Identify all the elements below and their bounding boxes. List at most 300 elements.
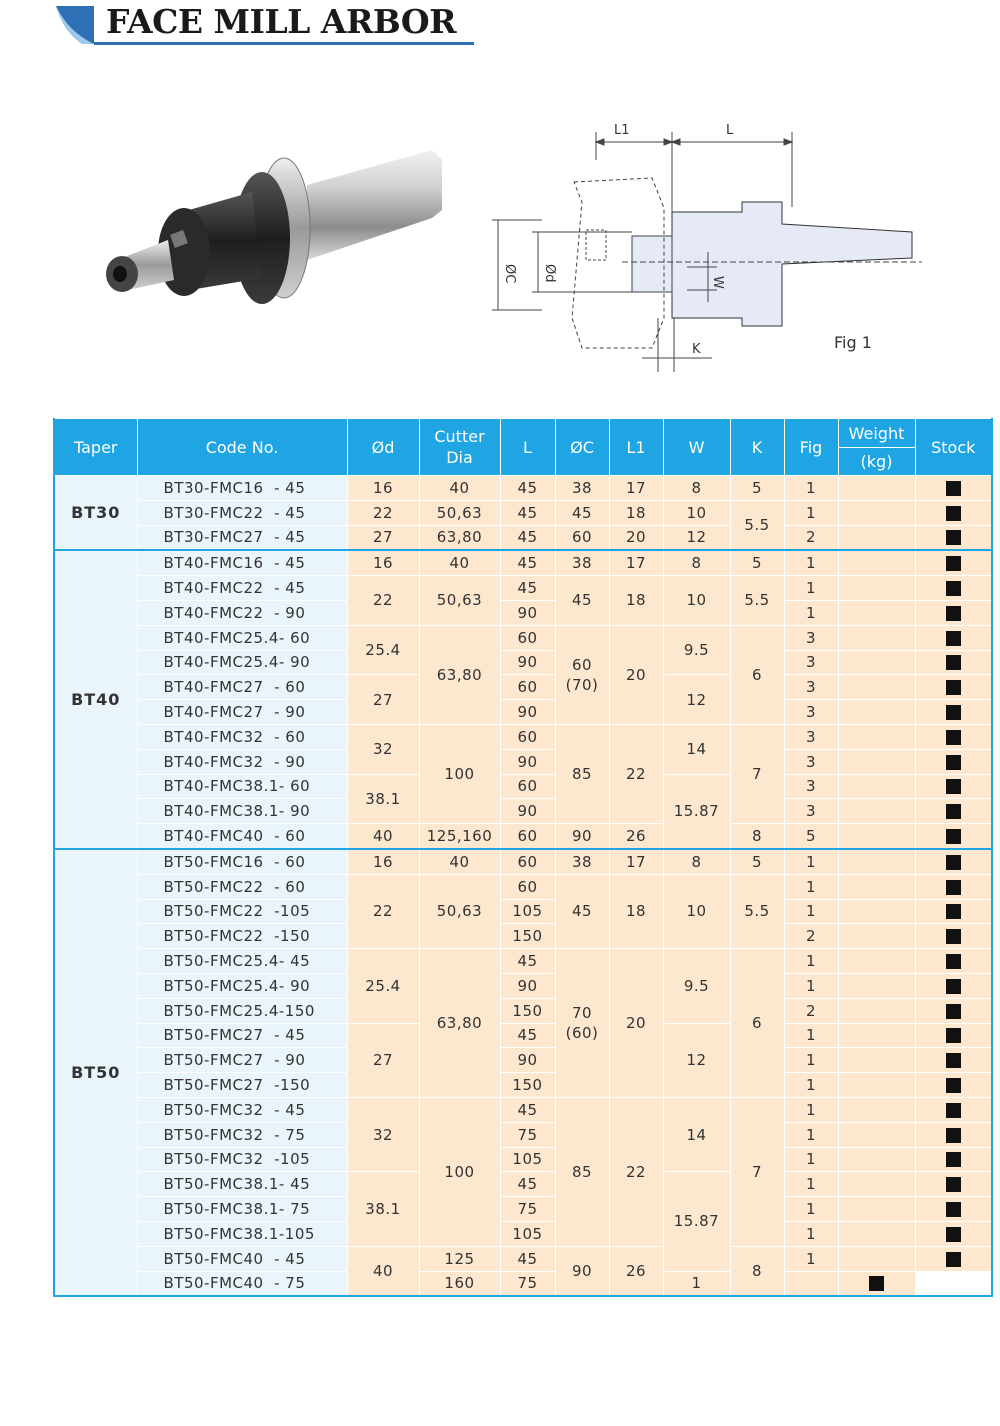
stock-cell: [915, 1023, 992, 1048]
in-stock-icon: [946, 631, 961, 646]
cutter-cell: 63,80: [419, 949, 500, 1098]
weight-cell: [838, 1172, 915, 1197]
od-cell: 32: [347, 724, 419, 774]
L-cell: 45: [500, 949, 555, 974]
fig-cell: 5: [784, 824, 838, 849]
taper-cell: BT30: [54, 476, 137, 551]
od-cell: 16: [347, 849, 419, 874]
in-stock-icon: [946, 1028, 961, 1043]
in-stock-icon: [946, 481, 961, 496]
table-row: [54, 675, 992, 700]
code-cell: BT40-FMC22 - 45: [137, 576, 347, 601]
W-cell: 9.5: [663, 949, 730, 1023]
code-cell: BT50-FMC25.4- 90: [137, 973, 347, 998]
fig-cell: 1: [784, 1073, 838, 1098]
code-cell: BT40-FMC16 - 45: [137, 550, 347, 575]
W-cell: 10: [663, 576, 730, 626]
dim-od-label: Ød: [542, 264, 557, 283]
od-cell: 27: [347, 1023, 419, 1097]
stock-cell: [915, 650, 992, 675]
stock-cell: [915, 774, 992, 799]
in-stock-icon: [946, 954, 961, 969]
L-cell: 60: [500, 824, 555, 849]
K-cell: 8: [730, 824, 784, 849]
fig-cell: 1: [784, 1097, 838, 1122]
L1-cell: 26: [609, 1246, 663, 1296]
fig-cell: 3: [784, 625, 838, 650]
od-cell: 40: [347, 824, 419, 849]
W-cell: 14: [663, 1097, 730, 1171]
fig-cell: 1: [784, 849, 838, 874]
code-cell: BT50-FMC22 -150: [137, 924, 347, 949]
weight-cell: [838, 600, 915, 625]
figure-label: Fig 1: [834, 333, 872, 352]
weight-cell: [838, 749, 915, 774]
table-row: [54, 1246, 992, 1271]
L1-cell: 20: [609, 625, 663, 724]
L-cell: 150: [500, 998, 555, 1023]
stock-cell: [915, 1048, 992, 1073]
table-row: [54, 973, 992, 998]
L-cell: 105: [500, 1221, 555, 1246]
L-cell: 60: [500, 625, 555, 650]
table-row: [54, 1073, 992, 1098]
W-cell: 15.87: [663, 1172, 730, 1271]
L-cell: 90: [500, 700, 555, 725]
fig-cell: 1: [784, 874, 838, 899]
in-stock-icon: [946, 779, 961, 794]
code-cell: BT40-FMC22 - 90: [137, 600, 347, 625]
in-stock-icon: [946, 680, 961, 695]
stock-cell: [915, 924, 992, 949]
oC-value: 70: [571, 1004, 593, 1023]
L-cell: 45: [500, 576, 555, 601]
L1-cell: 17: [609, 476, 663, 501]
fig-cell: 3: [784, 700, 838, 725]
cutter-cell: 63,80: [419, 625, 500, 724]
stock-cell: [838, 1271, 915, 1296]
in-stock-icon: [946, 804, 961, 819]
fig-cell: 3: [784, 675, 838, 700]
stock-cell: [915, 724, 992, 749]
code-cell: BT50-FMC27 - 45: [137, 1023, 347, 1048]
weight-cell: [838, 1023, 915, 1048]
stock-cell: [915, 675, 992, 700]
oC-cell: 38: [555, 849, 609, 874]
od-cell: 16: [347, 476, 419, 501]
L-cell: 60: [500, 675, 555, 700]
weight-cell: [784, 1271, 838, 1296]
col-L: L: [500, 419, 555, 476]
od-cell: 25.4: [347, 949, 419, 1023]
in-stock-icon: [946, 1202, 961, 1217]
L1-cell: 26: [609, 824, 663, 849]
table-row: [54, 824, 992, 849]
L-cell: 90: [500, 600, 555, 625]
dim-L-label: L: [726, 123, 734, 138]
L-cell: 75: [500, 1271, 555, 1296]
fig-cell: 1: [784, 500, 838, 525]
code-cell: BT30-FMC27 - 45: [137, 525, 347, 550]
stock-cell: [915, 1122, 992, 1147]
code-cell: BT30-FMC16 - 45: [137, 476, 347, 501]
cutter-cell: 50,63: [419, 500, 500, 525]
L-cell: 45: [500, 476, 555, 501]
oC-cell: [555, 949, 609, 1098]
in-stock-icon: [946, 929, 961, 944]
code-cell: BT50-FMC27 -150: [137, 1073, 347, 1098]
stock-cell: [915, 1147, 992, 1172]
table-row: [54, 1221, 992, 1246]
stock-cell: [915, 899, 992, 924]
oC-cell: 85: [555, 724, 609, 823]
fig-cell: 1: [784, 600, 838, 625]
W-cell: 10: [663, 500, 730, 525]
col-fig: Fig: [784, 419, 838, 476]
L-cell: 90: [500, 650, 555, 675]
table-header-row: [54, 419, 992, 476]
K-cell: 7: [730, 724, 784, 823]
W-cell: 15.87: [663, 774, 730, 849]
col-oC: ØC: [555, 419, 609, 476]
table-row: [54, 1097, 992, 1122]
stock-cell: [915, 700, 992, 725]
in-stock-icon: [946, 730, 961, 745]
oC-cell: [555, 625, 609, 724]
table-row: [54, 476, 992, 501]
code-cell: BT50-FMC22 -105: [137, 899, 347, 924]
in-stock-icon: [946, 829, 961, 844]
in-stock-icon: [946, 1252, 961, 1267]
L-cell: 150: [500, 924, 555, 949]
L-cell: 45: [500, 500, 555, 525]
K-cell: 5: [730, 849, 784, 874]
stock-cell: [915, 998, 992, 1023]
in-stock-icon: [946, 979, 961, 994]
oC-value: 60: [571, 655, 593, 674]
L-cell: 45: [500, 1172, 555, 1197]
fig-cell: 3: [784, 774, 838, 799]
L-cell: 90: [500, 799, 555, 824]
spec-table-wrapper: [53, 418, 991, 1294]
od-cell: 40: [347, 1246, 419, 1296]
oC-alt-value: (60): [565, 1024, 599, 1043]
od-cell: 16: [347, 550, 419, 575]
dim-W-label: W: [710, 276, 725, 289]
cutter-cell: 40: [419, 550, 500, 575]
col-cutter-line1: Cutter: [434, 427, 485, 446]
L1-cell: 18: [609, 874, 663, 948]
brand-mark-icon: [56, 6, 94, 44]
cutter-cell: 125: [419, 1246, 500, 1271]
code-cell: BT40-FMC25.4- 90: [137, 650, 347, 675]
col-weight-line1: Weight: [848, 423, 905, 443]
cutter-cell: 50,63: [419, 576, 500, 626]
oC-cell: 90: [555, 1246, 609, 1296]
fig-cell: 1: [784, 576, 838, 601]
table-row: [54, 700, 992, 725]
weight-cell: [838, 1197, 915, 1222]
taper-cell: BT50: [54, 849, 137, 1296]
in-stock-icon: [946, 1152, 961, 1167]
L-cell: 90: [500, 749, 555, 774]
table-row: [54, 774, 992, 799]
od-cell: 38.1: [347, 1172, 419, 1246]
stock-cell: [915, 874, 992, 899]
stock-cell: [915, 949, 992, 974]
fig-cell: 3: [784, 799, 838, 824]
code-cell: BT50-FMC16 - 60: [137, 849, 347, 874]
oC-alt-value: (70): [565, 675, 599, 694]
table-row: [54, 1147, 992, 1172]
in-stock-icon: [946, 556, 961, 571]
L-cell: 45: [500, 1097, 555, 1122]
stock-cell: [915, 1073, 992, 1098]
weight-cell: [838, 998, 915, 1023]
weight-cell: [838, 1122, 915, 1147]
technical-drawing: [482, 112, 932, 382]
code-cell: BT40-FMC32 - 90: [137, 749, 347, 774]
in-stock-icon: [946, 880, 961, 895]
weight-cell: [838, 675, 915, 700]
cutter-cell: 63,80: [419, 525, 500, 550]
table-row: [54, 1122, 992, 1147]
code-cell: BT50-FMC32 - 75: [137, 1122, 347, 1147]
fig-cell: 1: [784, 1221, 838, 1246]
od-cell: 22: [347, 576, 419, 626]
od-cell: 25.4: [347, 625, 419, 675]
page-header: [56, 2, 476, 46]
L-cell: 45: [500, 525, 555, 550]
weight-cell: [838, 525, 915, 550]
in-stock-icon: [946, 530, 961, 545]
fig-cell: 1: [784, 1147, 838, 1172]
col-weight-line2: (kg): [839, 447, 915, 472]
cutter-cell: 100: [419, 724, 500, 823]
stock-cell: [915, 625, 992, 650]
in-stock-icon: [946, 1227, 961, 1242]
L-cell: 90: [500, 973, 555, 998]
L-cell: 60: [500, 874, 555, 899]
code-cell: BT40-FMC32 - 60: [137, 724, 347, 749]
od-cell: 38.1: [347, 774, 419, 824]
fig-cell: 2: [784, 525, 838, 550]
L1-cell: 18: [609, 500, 663, 525]
dim-K-label: K: [692, 342, 701, 357]
W-cell: 9.5: [663, 625, 730, 675]
weight-cell: [838, 476, 915, 501]
col-L1: L1: [609, 419, 663, 476]
fig-cell: 1: [784, 899, 838, 924]
L-cell: 75: [500, 1122, 555, 1147]
cutter-cell: 40: [419, 849, 500, 874]
table-body: [54, 476, 992, 1297]
L1-cell: 20: [609, 525, 663, 550]
od-cell: 27: [347, 525, 419, 550]
L-cell: 75: [500, 1197, 555, 1222]
K-cell: 5.5: [730, 874, 784, 948]
K-cell: 8: [730, 1246, 784, 1296]
code-cell: BT50-FMC38.1- 75: [137, 1197, 347, 1222]
L1-cell: 17: [609, 849, 663, 874]
code-cell: BT40-FMC38.1- 60: [137, 774, 347, 799]
stock-cell: [915, 1172, 992, 1197]
stock-cell: [915, 550, 992, 575]
fig-cell: 3: [784, 749, 838, 774]
oC-cell: 60: [555, 525, 609, 550]
col-cutter-line2: Dia: [446, 448, 473, 467]
col-W: W: [663, 419, 730, 476]
table-row: [54, 650, 992, 675]
table-row: [54, 924, 992, 949]
col-code: Code No.: [137, 419, 347, 476]
in-stock-icon: [946, 755, 961, 770]
L-cell: 90: [500, 1048, 555, 1073]
stock-cell: [915, 1221, 992, 1246]
in-stock-icon: [946, 1053, 961, 1068]
fig-cell: 1: [784, 1197, 838, 1222]
weight-cell: [838, 625, 915, 650]
weight-cell: [838, 899, 915, 924]
col-stock: Stock: [915, 419, 992, 476]
weight-cell: [838, 949, 915, 974]
taper-cell: BT40: [54, 550, 137, 849]
weight-cell: [838, 1147, 915, 1172]
L1-cell: 22: [609, 724, 663, 823]
L-cell: 45: [500, 1023, 555, 1048]
fig-cell: 3: [784, 724, 838, 749]
oC-cell: 45: [555, 874, 609, 948]
fig-cell: 1: [784, 550, 838, 575]
weight-cell: [838, 1073, 915, 1098]
table-row: [54, 576, 992, 601]
W-cell: 8: [663, 550, 730, 575]
weight-cell: [838, 576, 915, 601]
col-taper: Taper: [54, 419, 137, 476]
K-cell: 5.5: [730, 500, 784, 550]
weight-cell: [838, 724, 915, 749]
col-weight: [838, 419, 915, 476]
W-cell: 14: [663, 724, 730, 774]
W-cell: 12: [663, 675, 730, 725]
code-cell: BT50-FMC38.1-105: [137, 1221, 347, 1246]
table-row: [54, 550, 992, 575]
table-row: [54, 600, 992, 625]
L1-cell: 18: [609, 576, 663, 626]
product-photo: [92, 140, 452, 330]
table-row: [54, 625, 992, 650]
table-row: [54, 500, 992, 525]
fig-cell: 1: [784, 1246, 838, 1271]
weight-cell: [838, 799, 915, 824]
weight-cell: [838, 849, 915, 874]
in-stock-icon: [946, 904, 961, 919]
K-cell: 5.5: [730, 576, 784, 626]
stock-cell: [915, 576, 992, 601]
code-cell: BT40-FMC40 - 60: [137, 824, 347, 849]
cutter-cell: 125,160: [419, 824, 500, 849]
od-cell: 27: [347, 675, 419, 725]
title-underline: [94, 42, 474, 45]
col-K: K: [730, 419, 784, 476]
L-cell: 45: [500, 1246, 555, 1271]
stock-cell: [915, 525, 992, 550]
cutter-cell: 50,63: [419, 874, 500, 948]
weight-cell: [838, 924, 915, 949]
in-stock-icon: [946, 506, 961, 521]
stock-cell: [915, 500, 992, 525]
col-cutter-dia: [419, 419, 500, 476]
K-cell: 6: [730, 625, 784, 724]
weight-cell: [838, 1097, 915, 1122]
fig-cell: 1: [784, 1048, 838, 1073]
W-cell: 12: [663, 1023, 730, 1097]
L1-cell: 22: [609, 1097, 663, 1246]
stock-cell: [915, 1097, 992, 1122]
weight-cell: [838, 1246, 915, 1271]
L-cell: 45: [500, 550, 555, 575]
K-cell: 5: [730, 550, 784, 575]
code-cell: BT40-FMC25.4- 60: [137, 625, 347, 650]
code-cell: BT40-FMC27 - 60: [137, 675, 347, 700]
table-row: [54, 749, 992, 774]
W-cell: 12: [663, 525, 730, 550]
od-cell: 22: [347, 874, 419, 948]
od-cell: 22: [347, 500, 419, 525]
cutter-cell: 100: [419, 1097, 500, 1246]
code-cell: BT50-FMC40 - 75: [137, 1271, 347, 1296]
cutter-cell: 160: [419, 1271, 500, 1296]
page-title: FACE MILL ARBOR: [106, 2, 457, 41]
L-cell: 60: [500, 849, 555, 874]
table-row: [54, 899, 992, 924]
K-cell: 7: [730, 1097, 784, 1246]
in-stock-icon: [946, 1128, 961, 1143]
stock-cell: [915, 600, 992, 625]
table-row: [54, 949, 992, 974]
fig-cell: 1: [784, 1172, 838, 1197]
in-stock-icon: [946, 581, 961, 596]
table-row: [54, 1023, 992, 1048]
code-cell: BT50-FMC32 -105: [137, 1147, 347, 1172]
oC-cell: 85: [555, 1097, 609, 1246]
code-cell: BT50-FMC22 - 60: [137, 874, 347, 899]
fig-cell: 1: [663, 1271, 730, 1296]
in-stock-icon: [946, 1103, 961, 1118]
spec-table: [53, 418, 993, 1297]
stock-cell: [915, 973, 992, 998]
in-stock-icon: [869, 1276, 884, 1291]
weight-cell: [838, 874, 915, 899]
col-od: Ød: [347, 419, 419, 476]
fig-cell: 1: [784, 476, 838, 501]
weight-cell: [838, 700, 915, 725]
L-cell: 105: [500, 899, 555, 924]
fig-cell: 2: [784, 924, 838, 949]
weight-cell: [838, 500, 915, 525]
L1-cell: 20: [609, 949, 663, 1098]
fig-cell: 3: [784, 650, 838, 675]
L-cell: 150: [500, 1073, 555, 1098]
fig-cell: 1: [784, 1122, 838, 1147]
stock-cell: [915, 1246, 992, 1271]
cutter-cell: 40: [419, 476, 500, 501]
fig-cell: 1: [784, 949, 838, 974]
fig-cell: 2: [784, 998, 838, 1023]
weight-cell: [838, 550, 915, 575]
stock-cell: [915, 849, 992, 874]
in-stock-icon: [946, 606, 961, 621]
